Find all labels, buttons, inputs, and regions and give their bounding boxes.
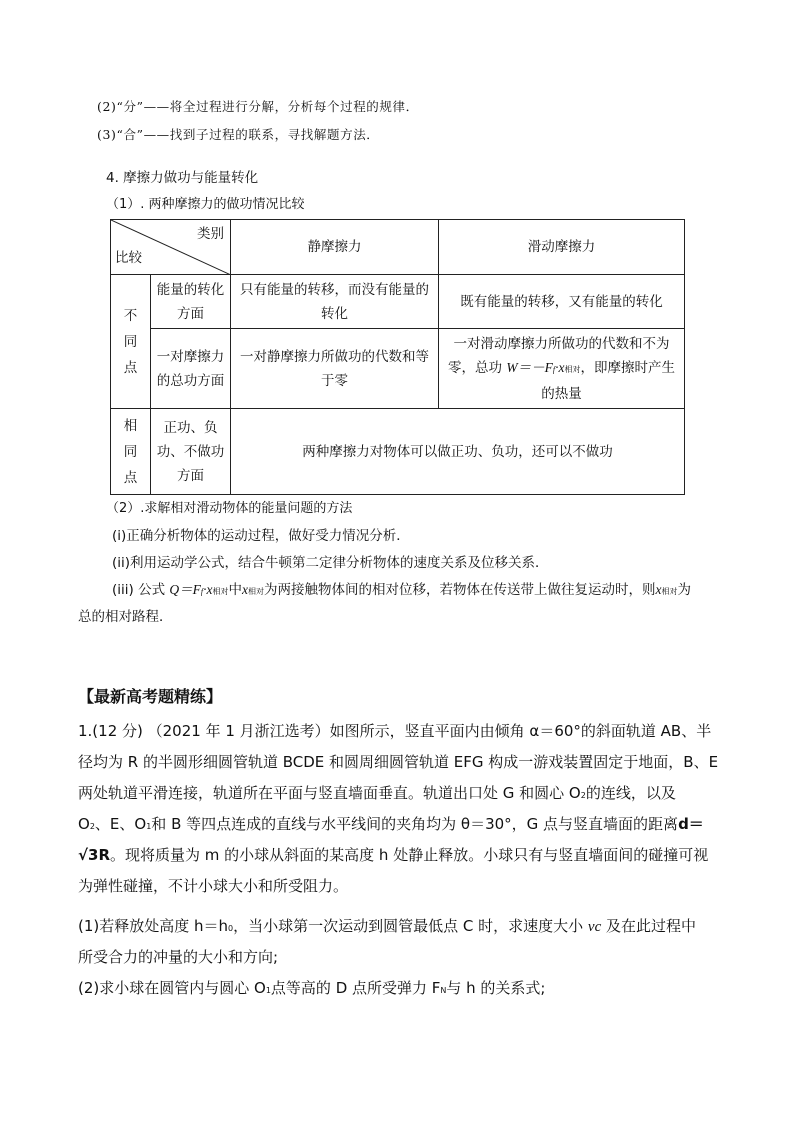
question1-line6: 为弹性碰撞，不计小球大小和所受阻力。 bbox=[78, 877, 349, 895]
group-similarities: 相 同 点 bbox=[111, 409, 151, 495]
row-label-energy-conversion: 能量的转化方面 bbox=[151, 275, 231, 329]
question1-part1-line2: 所受合力的冲量的大小和方向; bbox=[78, 948, 279, 966]
cell-sliding-energy: 既有能量的转移，又有能量的转化 bbox=[439, 275, 685, 329]
method2-step-iii-cont: 总的相对路程． bbox=[78, 609, 173, 625]
table-corner-header bbox=[111, 220, 231, 275]
question1-line4: O2、E、O1和 B 等四点连成的直线与水平线间的夹角均为 θ＝30°，G 点与竖直墙面的距离d＝ bbox=[78, 815, 704, 833]
cell-sliding-work: 一对滑动摩擦力所做功的代数和不为零，总功 W＝－Ff·x相对，即摩擦时产生的热量 bbox=[439, 329, 685, 409]
header-sliding-friction: 滑动摩擦力 bbox=[439, 220, 685, 275]
subsection-title: （1）. 两种摩擦力的做功情况比较 bbox=[106, 197, 305, 212]
method2-step-ii: (ii)利用运动学公式，结合牛顿第二定律分析物体的速度关系及位移关系． bbox=[112, 555, 549, 571]
cell-both-work-sign: 两种摩擦力对物体可以做正功、负功，还可以不做功 bbox=[231, 409, 685, 495]
question1-line5: √3R。现将质量为 m 的小球从斜面的某高度 h 处静止释放。小球只有与竖直墙面间的碰撞可视 bbox=[78, 846, 709, 864]
question1-line1: 1.(12 分) （2021 年 1 月浙江选考）如图所示，竖直平面内由倾角 α＝60°的斜面轨道 AB、半 bbox=[78, 722, 712, 740]
exam-heading: 【最新高考题精练】 bbox=[78, 687, 223, 706]
cell-static-energy: 只有能量的转移，而没有能量的转化 bbox=[231, 275, 439, 329]
method-step-divide: (2)“分”——将全过程进行分解，分析每个过程的规律． bbox=[97, 99, 419, 114]
question1-line2: 径均为 R 的半圆形细圆管轨道 BCDE 和圆周细圆管轨道 EFG 构成一游戏装置固定于地面，B、E bbox=[78, 753, 719, 771]
method-step-combine: (3)“合”——找到子过程的联系，寻找解题方法． bbox=[97, 127, 380, 142]
method2-title: （2）.求解相对滑动物体的能量问题的方法 bbox=[106, 501, 353, 516]
group-differences: 不 同 点 bbox=[111, 275, 151, 409]
friction-comparison-table bbox=[110, 219, 685, 495]
question1-line3: 两处轨道平滑连接，轨道所在平面与竖直墙面垂直。轨道出口处 G 和圆心 O2的连线，以及 bbox=[78, 784, 676, 802]
cell-static-work: 一对静摩擦力所做功的代数和等于零 bbox=[231, 329, 439, 409]
row-label-work-sign: 正功、负功、不做功方面 bbox=[151, 409, 231, 495]
method2-step-i: (i)正确分析物体的运动过程，做好受力情况分析． bbox=[112, 528, 410, 544]
question1-part2: (2)求小球在圆管内与圆心 O1点等高的 D 点所受弹力 FN与 h 的关系式; bbox=[78, 979, 546, 997]
corner-category: 类别 bbox=[197, 226, 224, 242]
section-title: 4. 摩擦力做功与能量转化 bbox=[106, 170, 259, 186]
row-label-total-work: 一对摩擦力的总功方面 bbox=[151, 329, 231, 409]
header-static-friction: 静摩擦力 bbox=[231, 220, 439, 275]
corner-compare: 比较 bbox=[115, 250, 142, 266]
question1-part1-line1: (1)若释放处高度 h＝h0，当小球第一次运动到圆管最低点 C 时，求速度大小 vc 及在此过程中 bbox=[78, 917, 697, 935]
method2-step-iii: (iii) 公式 Q＝Ff·x相对中x相对为两接触物体间的相对位移，若物体在传送带上做往复运动时，则x相对为 bbox=[112, 582, 691, 598]
